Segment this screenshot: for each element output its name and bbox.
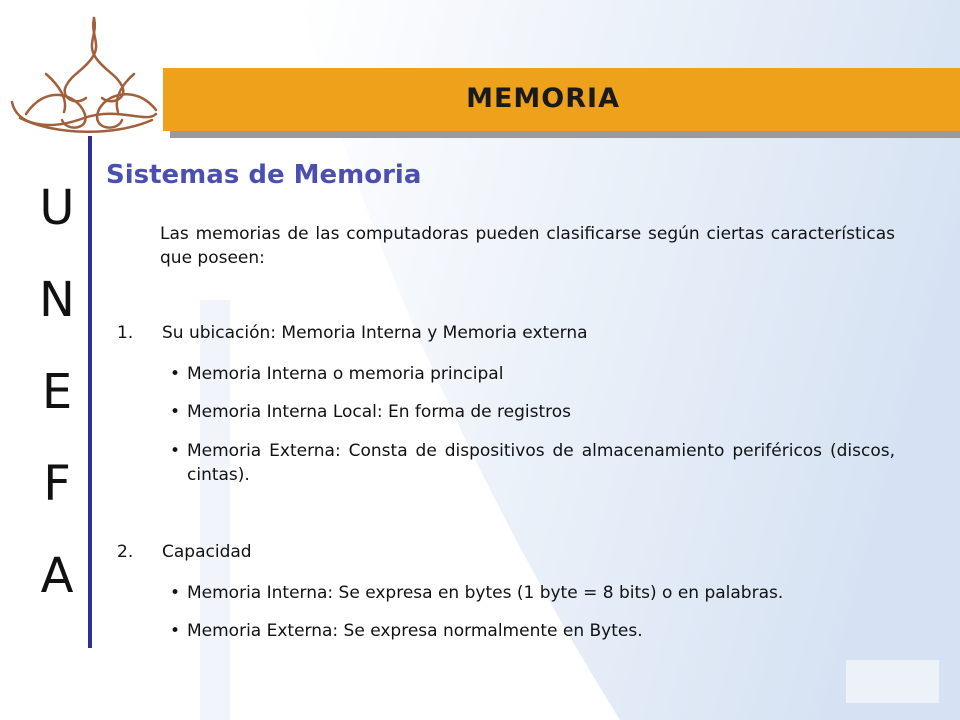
- list-item: • Memoria Interna Local: En forma de registros: [170, 402, 572, 422]
- bullet-icon: •: [170, 621, 181, 641]
- numbered-item-capacity: [117, 542, 897, 562]
- list-item: • Memoria Interna: Se expresa en bytes (1 byte = 8 bits) o en palabras.: [170, 583, 784, 603]
- bullet-icon: •: [170, 402, 181, 422]
- corner-placeholder-box: [846, 660, 939, 703]
- sidebar-letter: A: [40, 548, 74, 604]
- header-banner: [163, 68, 960, 131]
- sidebar-letter: E: [41, 364, 73, 420]
- bullet-icon: •: [170, 364, 181, 384]
- sidebar-unefa-letters: [28, 178, 86, 638]
- sidebar-divider: [88, 136, 92, 648]
- bullet-icon: •: [170, 583, 181, 603]
- intro-paragraph: Las memorias de las computadoras pueden clasificarse según ciertas características que poseen:: [160, 224, 895, 268]
- numbered-item-location: [117, 323, 897, 343]
- list-item: • Memoria Interna o memoria principal: [170, 364, 504, 384]
- page-title: MEMORIA: [466, 83, 620, 114]
- unefa-logo-ornament-icon: [6, 14, 162, 140]
- sidebar-letter: U: [39, 180, 75, 236]
- item-label: Capacidad: [162, 542, 252, 562]
- item-label: Su ubicación: Memoria Interna y Memoria externa: [162, 323, 588, 343]
- bullet-icon: •: [170, 441, 181, 461]
- list-item: • Memoria Externa: Consta de dispositivos de almacenamiento periféricos (discos, cintas).: [170, 441, 895, 485]
- sidebar-letter: N: [39, 272, 75, 328]
- list-item: • Memoria Externa: Se expresa normalmente en Bytes.: [170, 621, 643, 641]
- sidebar-letter: F: [43, 456, 71, 512]
- item-number: 1.: [117, 323, 134, 343]
- section-title: Sistemas de Memoria: [106, 160, 422, 190]
- item-number: 2.: [117, 542, 134, 562]
